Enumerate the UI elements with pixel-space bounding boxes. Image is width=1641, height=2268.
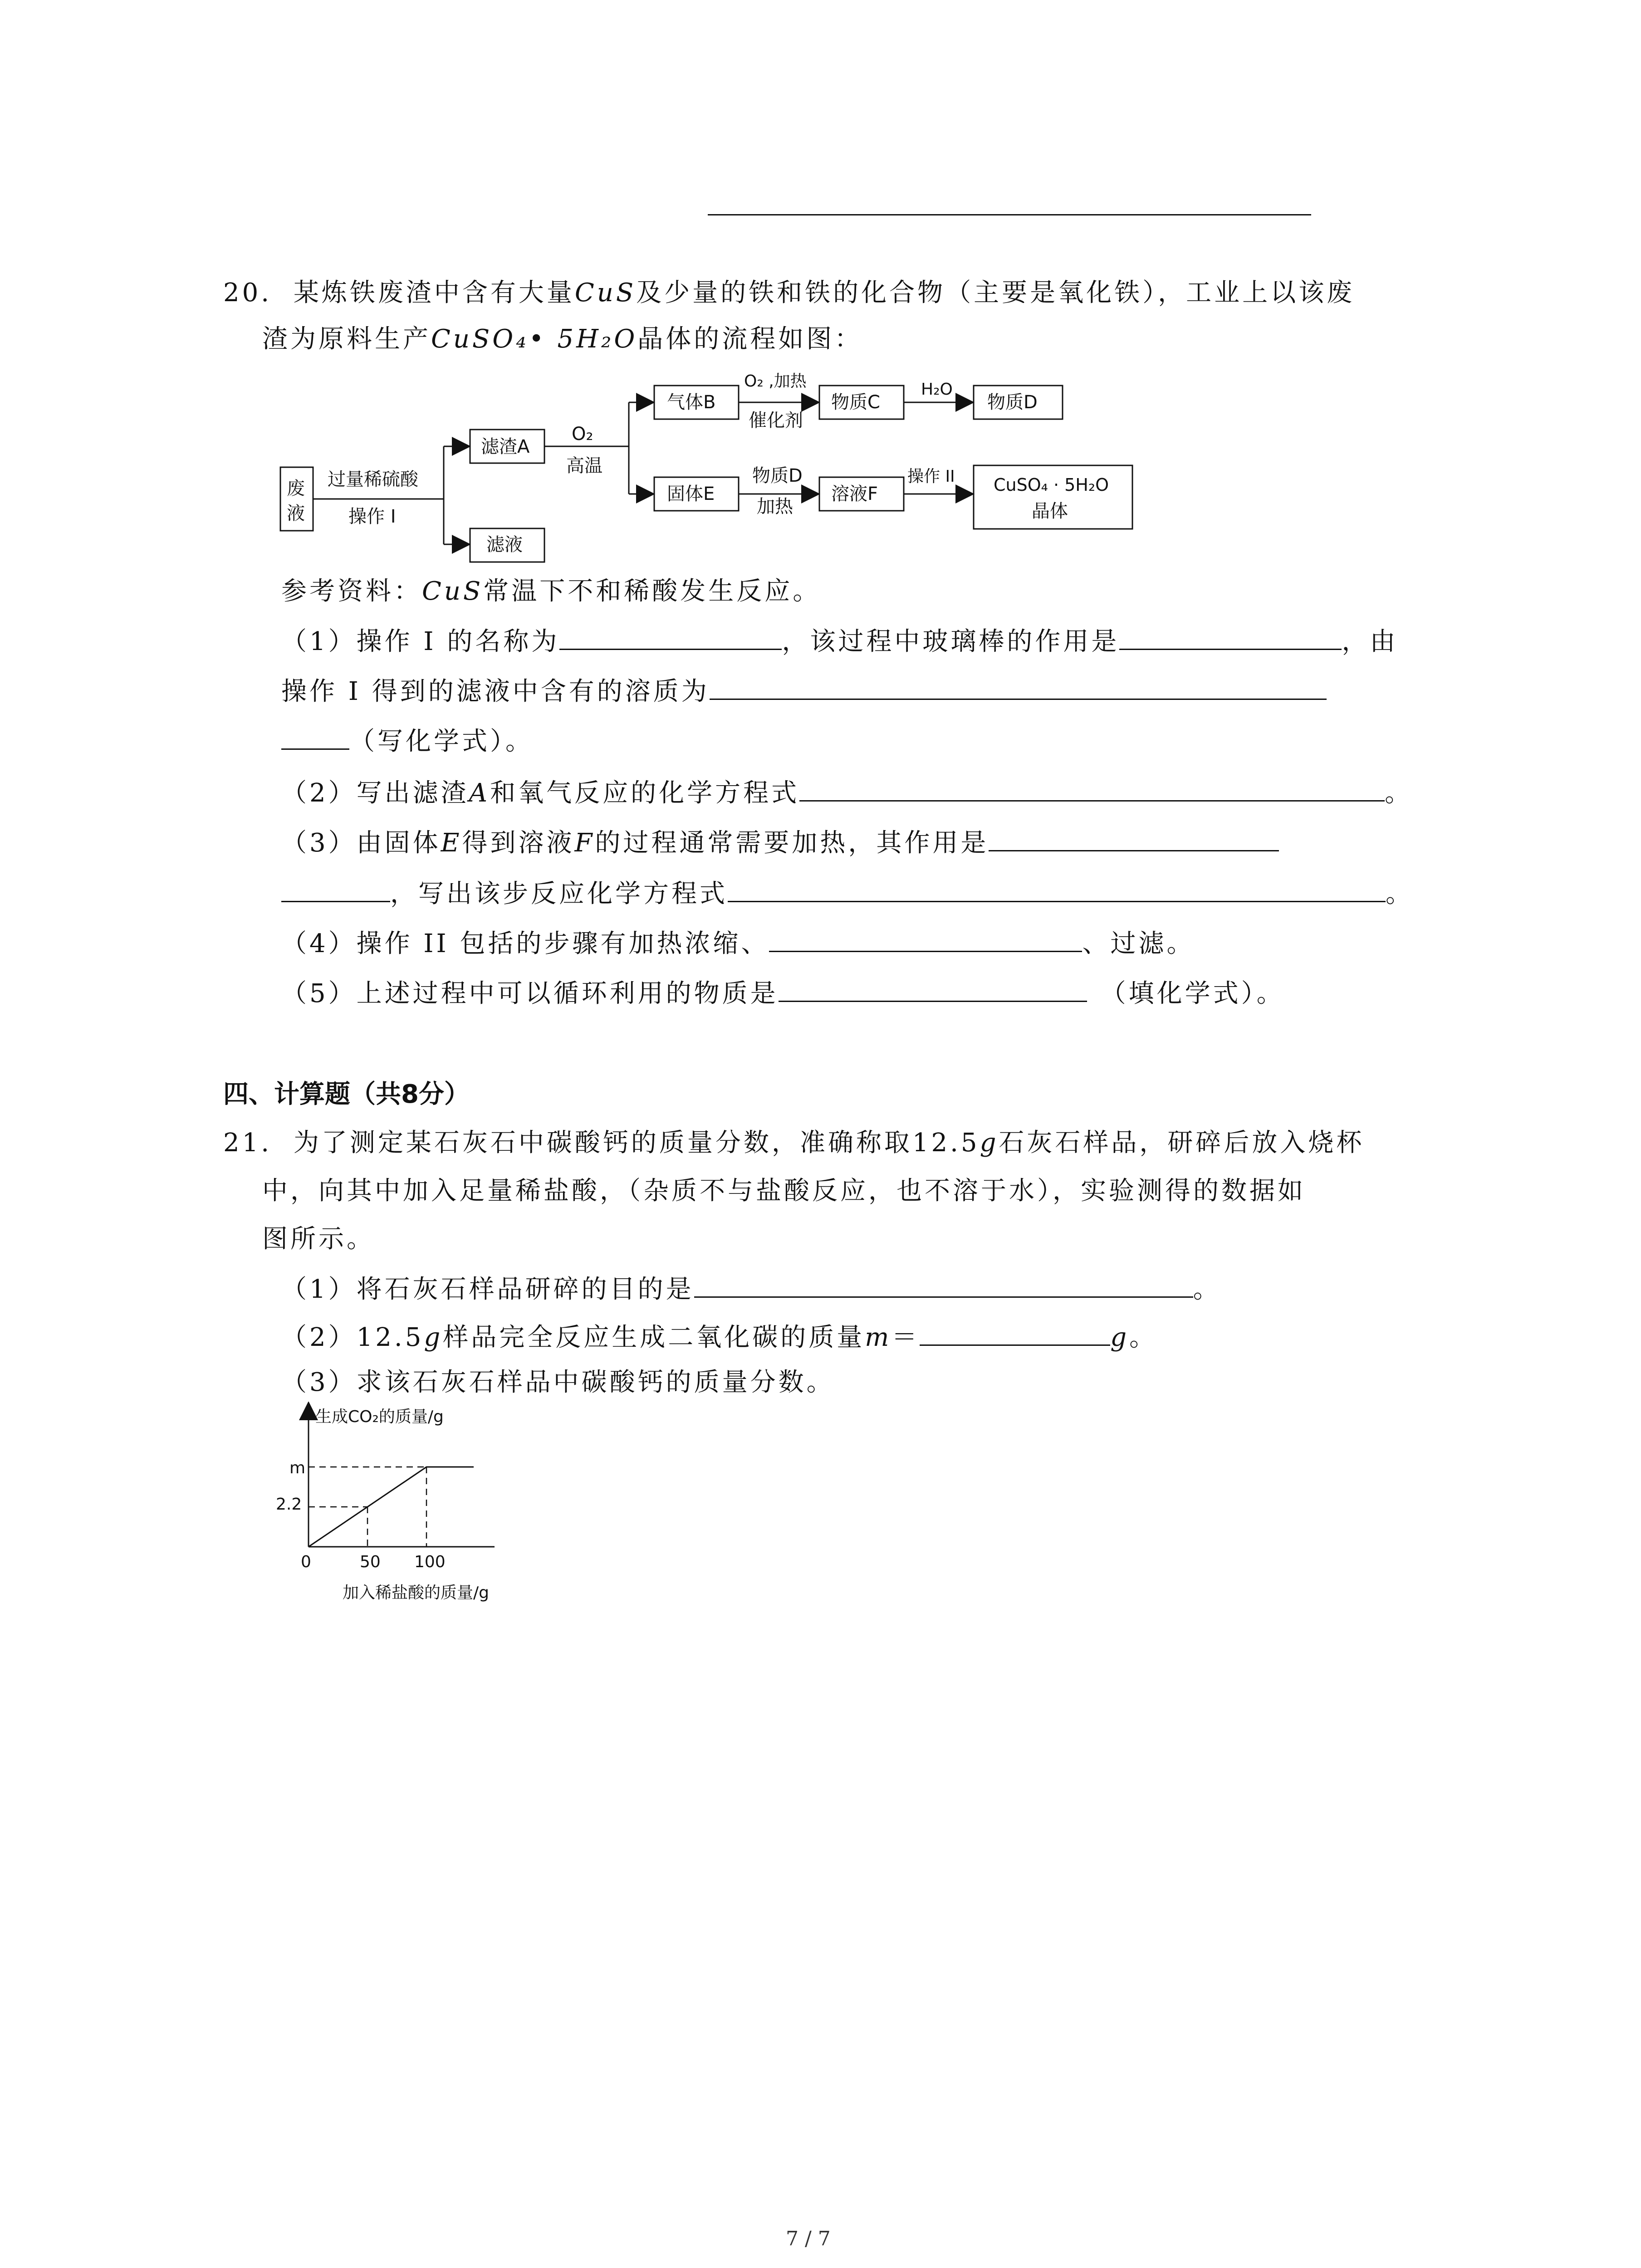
- part1-text: ，由: [1342, 627, 1398, 656]
- answer-blank-solute-cont[interactable]: [281, 725, 349, 750]
- label-op2: 操作 II: [907, 467, 955, 486]
- label-o2: O₂: [572, 424, 593, 445]
- equals-sign: ＝: [892, 1323, 920, 1352]
- answer-blank-op2-step[interactable]: [769, 927, 1082, 952]
- part3-text: 。: [1386, 879, 1414, 909]
- q20-line1: [223, 277, 1355, 309]
- formula-cus: CuS: [422, 577, 484, 606]
- label-product-formula: CuSO₄ · 5H₂O: [994, 475, 1109, 495]
- label-subst-d: 物质D: [987, 392, 1038, 413]
- q21-text: 为了测定某石灰石中碳酸钙的质量分数，准确称取12.5: [293, 1128, 980, 1158]
- unit-g: g: [980, 1128, 999, 1158]
- label-waste-1: 废: [287, 478, 305, 499]
- q21-text: 中，向其中加入足量稀盐酸，（杂质不与盐酸反应，也不溶于水），实验测得的数据如: [262, 1176, 1306, 1206]
- q20-text: 晶体的流程如图：: [637, 324, 863, 354]
- part5-text: （5）上述过程中可以循环利用的物质是: [281, 979, 779, 1008]
- symbol-m: m: [865, 1323, 892, 1352]
- label-gas-b: 气体B: [667, 392, 716, 413]
- label-residue-a: 滤渣A: [481, 436, 530, 457]
- part2-text: （2）写出滤渣: [281, 778, 469, 808]
- label-subst-c: 物质C: [831, 392, 880, 413]
- label-product-crystal: 晶体: [1032, 501, 1068, 522]
- answer-blank-co2-mass[interactable]: [920, 1321, 1110, 1346]
- q21-line2: [262, 1175, 1306, 1207]
- q20-number: 20.: [223, 278, 272, 308]
- q21-part2-text: （2）12.5: [281, 1323, 424, 1352]
- q20-part3-line1: [281, 826, 1279, 860]
- y-tick-label: 2.2: [276, 1495, 302, 1514]
- label-waste-2: 液: [287, 503, 305, 524]
- answer-blank-grind-purpose[interactable]: [694, 1273, 1193, 1298]
- q20-text: 某炼铁废渣中含有大量: [293, 278, 575, 308]
- answer-blank-solute[interactable]: [710, 675, 1327, 700]
- answer-blank-recyclable[interactable]: [779, 977, 1087, 1002]
- part1-text: （1）操作 I 的名称为: [281, 627, 560, 656]
- q21-text: 图所示。: [262, 1224, 375, 1254]
- q20-part1-line2: [281, 675, 1327, 708]
- part3-text: 的过程通常需要加热，其作用是: [595, 828, 989, 858]
- part3-text: 得到溶液: [462, 828, 575, 858]
- q21-part2-text: 样品完全反应生成二氧化碳的质量: [443, 1323, 865, 1352]
- y-tick-label: m: [289, 1459, 306, 1477]
- answer-blank-equation-ef[interactable]: [728, 877, 1386, 902]
- q20-text: 及少量的铁和铁的化合物（主要是氧化铁），工业上以该废: [636, 278, 1355, 308]
- co2-mass-chart: [254, 1402, 572, 1619]
- q21-part1: [281, 1273, 1221, 1306]
- part1-text: （写化学式）。: [349, 727, 534, 756]
- q21-line1: [223, 1127, 1364, 1159]
- part5-text: （填化学式）。: [1100, 979, 1285, 1008]
- formula-cus: CuS: [574, 278, 637, 308]
- label-solution-f: 溶液F: [831, 484, 878, 504]
- ref-label: 参考资料：: [281, 577, 422, 606]
- y-axis-label: 生成CO₂的质量/g: [315, 1408, 444, 1426]
- x-tick-label: 50: [360, 1553, 381, 1571]
- x-tick-label: 100: [414, 1553, 446, 1571]
- part2-text: 和氧气反应的化学方程式: [490, 778, 800, 808]
- q20-part1-line3: [281, 725, 534, 758]
- q21-text: 石灰石样品，研碎后放入烧杯: [999, 1128, 1365, 1158]
- part3-text: ，写出该步反应化学方程式: [390, 879, 728, 909]
- answer-blank-heat-purpose-cont[interactable]: [281, 877, 390, 902]
- q20-line2: [262, 323, 862, 356]
- label-op1: 操作 I: [348, 506, 396, 527]
- q21-part1-text: （1）将石灰石样品研碎的目的是: [281, 1275, 694, 1304]
- q20-part2: [281, 777, 1413, 810]
- q21-part3: [281, 1366, 835, 1399]
- answer-blank-op1-name[interactable]: [559, 625, 782, 650]
- label-filtrate: 滤液: [486, 534, 523, 555]
- x-tick-label: 0: [301, 1553, 311, 1571]
- q21-part2-text: 。: [1129, 1323, 1158, 1352]
- label-solid-e: 固体E: [667, 484, 715, 504]
- formula-cuso4: CuSO₄• 5H₂O: [431, 324, 638, 354]
- label-h2o: H₂O: [921, 380, 953, 399]
- q21-part1-text: 。: [1193, 1275, 1221, 1304]
- q20-text: 渣为原料生产: [262, 324, 431, 354]
- label-high-temp: 高温: [566, 455, 603, 476]
- label-a: A: [469, 778, 490, 808]
- label-e: E: [441, 828, 462, 858]
- q21-part3-text: （3）求该石灰石样品中碳酸钙的质量分数。: [281, 1368, 835, 1397]
- section-heading: 四、计算题（共8分）: [223, 1080, 470, 1109]
- label-f: F: [574, 828, 595, 858]
- top-answer-line: [708, 214, 1311, 215]
- ref-text: 常温下不和稀酸发生反应。: [483, 577, 821, 606]
- part3-text: （3）由固体: [281, 828, 441, 858]
- q20-part3-line2: [281, 877, 1414, 910]
- q20-part1-line1: [281, 625, 1398, 658]
- label-excess-acid: 过量稀硫酸: [328, 469, 418, 490]
- q20-reference: [281, 575, 821, 608]
- x-axis-label: 加入稀盐酸的质量/g: [343, 1584, 489, 1602]
- process-flow-diagram: [272, 363, 1157, 576]
- q21-part2: [281, 1321, 1157, 1354]
- q20-part5: [281, 977, 1285, 1010]
- answer-blank-heat-purpose[interactable]: [989, 826, 1279, 851]
- part4-text: （4）操作 II 包括的步骤有加热浓缩、: [281, 929, 769, 958]
- answer-blank-equation-a[interactable]: [799, 777, 1385, 802]
- unit-g: g: [424, 1323, 443, 1352]
- part2-text: 。: [1385, 778, 1413, 808]
- q21-number: 21.: [223, 1128, 272, 1158]
- q21-line3: [262, 1223, 375, 1256]
- part4-text: 、过滤。: [1082, 929, 1195, 958]
- q20-part4: [281, 927, 1195, 960]
- part1-text: 操作 I 得到的滤液中含有的溶质为: [281, 677, 710, 706]
- label-o2-heat: O₂ ,加热: [744, 372, 807, 391]
- unit-g: g: [1110, 1323, 1130, 1352]
- part1-text: ，该过程中玻璃棒的作用是: [782, 627, 1120, 656]
- label-catalyst: 催化剂: [749, 410, 803, 431]
- label-subst-d2: 物质D: [752, 465, 803, 486]
- page-number: 7 / 7: [786, 2227, 831, 2250]
- answer-blank-glass-rod[interactable]: [1119, 625, 1342, 650]
- label-heat: 加热: [757, 496, 793, 517]
